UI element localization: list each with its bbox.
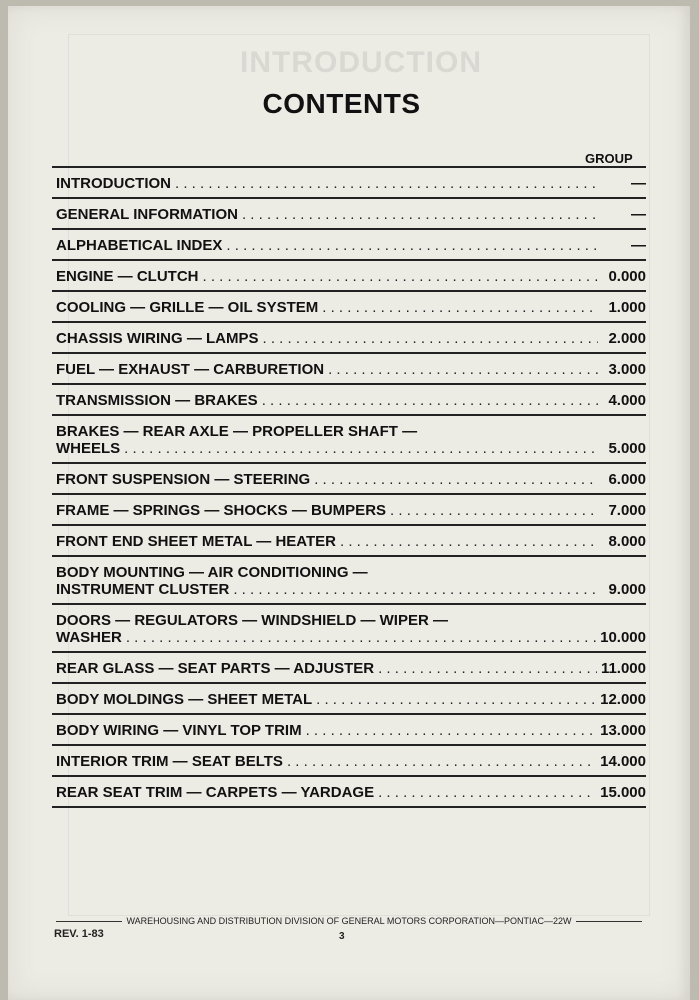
toc-entry-row — [56, 471, 646, 488]
toc-entry-row — [56, 330, 646, 347]
toc-entry-group-number: 2.000 — [608, 330, 646, 347]
contents-list — [52, 166, 646, 808]
toc-entry — [52, 259, 646, 290]
dot-leader — [316, 691, 596, 708]
dot-leader — [263, 330, 598, 347]
dot-leader — [262, 392, 598, 409]
dot-leader — [126, 629, 596, 646]
toc-entry-label: TRANSMISSION — BRAKES — [56, 392, 258, 409]
dot-leader — [340, 533, 598, 550]
toc-entry-row — [56, 502, 646, 519]
toc-entry — [52, 462, 646, 493]
toc-entry-row — [56, 392, 646, 409]
toc-entry-label: FRONT END SHEET METAL — HEATER — [56, 533, 337, 550]
toc-entry-group-number: 11.000 — [600, 660, 646, 677]
toc-entry — [52, 744, 646, 775]
group-column-header: GROUP — [585, 151, 633, 166]
toc-entry — [52, 713, 646, 744]
toc-entry — [52, 166, 646, 197]
toc-entry-label: ENGINE — CLUTCH — [56, 268, 199, 285]
toc-entry-row — [56, 784, 646, 801]
toc-entry-row — [56, 440, 646, 457]
toc-entry-group-number: — — [631, 175, 646, 192]
toc-entry-row — [56, 660, 646, 677]
toc-entry-row — [56, 361, 646, 378]
dot-leader — [242, 206, 598, 223]
toc-entry-row — [56, 299, 646, 316]
toc-entry — [52, 682, 646, 713]
toc-entry — [52, 651, 646, 682]
toc-entry-label: GENERAL INFORMATION — [56, 206, 238, 223]
dot-leader — [328, 361, 598, 378]
toc-entry-label: CHASSIS WIRING — LAMPS — [56, 330, 259, 347]
toc-entry — [52, 555, 646, 603]
toc-entry — [52, 321, 646, 352]
toc-entry-group-number: 0.000 — [608, 268, 646, 285]
dot-leader — [378, 784, 596, 801]
toc-entry-row — [56, 268, 646, 285]
toc-entry-group-number: 4.000 — [608, 392, 646, 409]
dot-leader — [124, 440, 598, 457]
dot-leader — [322, 299, 598, 316]
toc-entry-group-number: 13.000 — [600, 722, 646, 739]
page-title: CONTENTS — [262, 88, 421, 119]
toc-entry-label: REAR GLASS — SEAT PARTS — ADJUSTER — [56, 660, 375, 677]
revision-label: REV. 1-83 — [54, 928, 104, 940]
toc-entry-label: WHEELS — [56, 440, 121, 457]
toc-entry — [52, 383, 646, 414]
toc-entry-group-number: 5.000 — [608, 440, 646, 457]
toc-entry — [52, 197, 646, 228]
toc-entry-group-number: — — [631, 237, 646, 254]
toc-entry-label: FRAME — SPRINGS — SHOCKS — BUMPERS — [56, 502, 387, 519]
toc-entry-row — [56, 533, 646, 550]
toc-entry-group-number: 12.000 — [600, 691, 646, 708]
footer-rule-right — [576, 921, 642, 922]
toc-entry-label: ALPHABETICAL INDEX — [56, 237, 223, 254]
toc-entry-row — [56, 206, 646, 223]
toc-entry-title-line: BODY MOUNTING — AIR CONDITIONING — — [56, 564, 368, 581]
footer-text: WAREHOUSING AND DISTRIBUTION DIVISION OF GENERAL MOTORS CORPORATION—PONTIAC—22W — [126, 916, 572, 926]
dot-leader — [287, 753, 596, 770]
toc-entry-group-number: 9.000 — [608, 581, 646, 598]
page-number: 3 — [339, 931, 345, 942]
toc-entry-label: INTERIOR TRIM — SEAT BELTS — [56, 753, 283, 770]
dot-leader — [306, 722, 597, 739]
dot-leader — [175, 175, 598, 192]
toc-entry-label: FRONT SUSPENSION — STEERING — [56, 471, 311, 488]
toc-entry-label: WASHER — [56, 629, 122, 646]
toc-entry-group-number: 7.000 — [608, 502, 646, 519]
toc-entry-group-number: — — [631, 206, 646, 223]
toc-entry-row — [56, 753, 646, 770]
toc-entry — [52, 290, 646, 321]
toc-entry-group-number: 6.000 — [608, 471, 646, 488]
toc-entry-group-number: 10.000 — [600, 629, 646, 646]
toc-entry-title-line: BRAKES — REAR AXLE — PROPELLER SHAFT — — [56, 423, 418, 440]
toc-entry-group-number: 3.000 — [608, 361, 646, 378]
dot-leader — [390, 502, 598, 519]
toc-entry-group-number: 1.000 — [608, 299, 646, 316]
toc-entry-row — [56, 581, 646, 598]
toc-entry-row — [56, 175, 646, 192]
toc-entry-group-number: 8.000 — [608, 533, 646, 550]
toc-entry — [52, 603, 646, 651]
toc-entry-label: INSTRUMENT CLUSTER — [56, 581, 230, 598]
toc-entry-label: BODY MOLDINGS — SHEET METAL — [56, 691, 313, 708]
footer-line — [52, 916, 646, 926]
toc-entry-row — [56, 629, 646, 646]
toc-entry — [52, 775, 646, 806]
dot-leader — [203, 268, 599, 285]
contents-bottom-rule — [52, 806, 646, 808]
toc-entry — [52, 493, 646, 524]
dot-leader — [378, 660, 597, 677]
toc-entry — [52, 228, 646, 259]
toc-entry-row — [56, 722, 646, 739]
toc-entry-row — [56, 237, 646, 254]
toc-entry-title-line: DOORS — REGULATORS — WINDSHIELD — WIPER — — [56, 612, 448, 629]
toc-entry-label: FUEL — EXHAUST — CARBURETION — [56, 361, 325, 378]
dot-leader — [233, 581, 598, 598]
dot-leader — [314, 471, 598, 488]
dot-leader — [226, 237, 598, 254]
footer-rule-left — [56, 921, 122, 922]
toc-entry-row — [56, 691, 646, 708]
toc-entry-label: REAR SEAT TRIM — CARPETS — YARDAGE — [56, 784, 375, 801]
toc-entry-label: BODY WIRING — VINYL TOP TRIM — [56, 722, 302, 739]
toc-entry-label: COOLING — GRILLE — OIL SYSTEM — [56, 299, 319, 316]
bleed-through-title: INTRODUCTION — [240, 46, 482, 79]
toc-entry — [52, 352, 646, 383]
toc-entry-label: INTRODUCTION — [56, 175, 171, 192]
toc-entry — [52, 414, 646, 462]
toc-entry — [52, 524, 646, 555]
toc-entry-group-number: 14.000 — [600, 753, 646, 770]
toc-entry-group-number: 15.000 — [600, 784, 646, 801]
